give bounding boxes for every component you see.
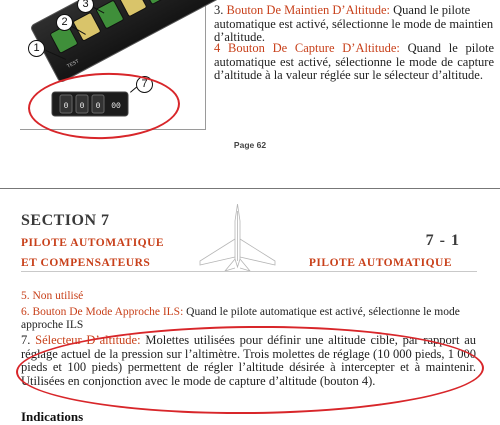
callout-2: 2	[56, 14, 73, 31]
item-3-title: Bouton De Maintien D’Altitude:	[226, 3, 391, 17]
item-6-body: Quand le pilote automatique est activé, sélectionne le mode approche ILS	[21, 306, 460, 331]
item-3	[214, 4, 494, 45]
selector-digit-1: 0	[63, 102, 69, 111]
item-7-title: Sélecteur D’altitude:	[35, 333, 141, 347]
selector-digit-4: 00	[111, 102, 121, 111]
selector-digit-2: 0	[79, 102, 85, 111]
item-4-body: Quand le pilote automatique est activé, sélectionne le mode de capture d’altitude à la valeur réglée sur le sélecteur d’altitude.	[214, 41, 494, 82]
callout-3: 3	[77, 0, 94, 13]
section-code: 7 - 1	[425, 232, 460, 249]
page-separator	[0, 188, 500, 189]
item-5-number: 5.	[21, 290, 30, 302]
item-6-number: 6.	[21, 306, 30, 318]
item-7-number: 7.	[21, 333, 31, 347]
section-title: SECTION 7	[21, 212, 110, 229]
chapter-title-line-1: PILOTE AUTOMATIQUE	[21, 237, 165, 249]
autopilot-panel-image	[24, 0, 196, 72]
item-5	[21, 290, 476, 303]
item-3-number: 3.	[214, 3, 224, 17]
autopilot-panel-icon	[24, 0, 196, 72]
item-3-body: Quand le pilote automatique est activé, sélectionne le mode de maintien d’altitude.	[214, 3, 494, 44]
item-4-title: Bouton De Capture D’Altitude:	[228, 41, 400, 55]
item-7-body: Molettes utilisées pour définir une altitude cible, par rapport au réglage actuel de la pression sur l’altimètre. Trois molettes de réglage (10 000 pieds, 1 000 pieds et 100 pieds) permettent de régler l’altitude désirée à intercepter et à maintenir. Utilisées en conjonction avec le mode de capture d’altitude (bouton 4).	[21, 333, 477, 388]
top-page	[0, 0, 500, 162]
callout-1: 1	[28, 40, 45, 57]
jet-silhouette-icon	[190, 201, 285, 276]
item-4	[214, 42, 494, 83]
callout-7: 7	[136, 76, 153, 93]
section-subtitle: PILOTE AUTOMATIQUE	[308, 257, 452, 269]
bottom-page	[0, 196, 500, 424]
header-rule	[21, 271, 477, 272]
next-section-heading: Indications	[21, 409, 84, 424]
panel-label: TEST	[66, 58, 81, 70]
selector-digit-3: 0	[95, 102, 101, 111]
item-4-number: 4	[214, 41, 221, 55]
item-6-title: Bouton De Mode Approche ILS:	[32, 306, 184, 318]
page-number: Page 62	[233, 140, 267, 150]
page-gap	[0, 162, 500, 196]
item-5-title: Non utilisé	[32, 290, 84, 302]
chapter-title-line-2: ET COMPENSATEURS	[21, 257, 151, 269]
